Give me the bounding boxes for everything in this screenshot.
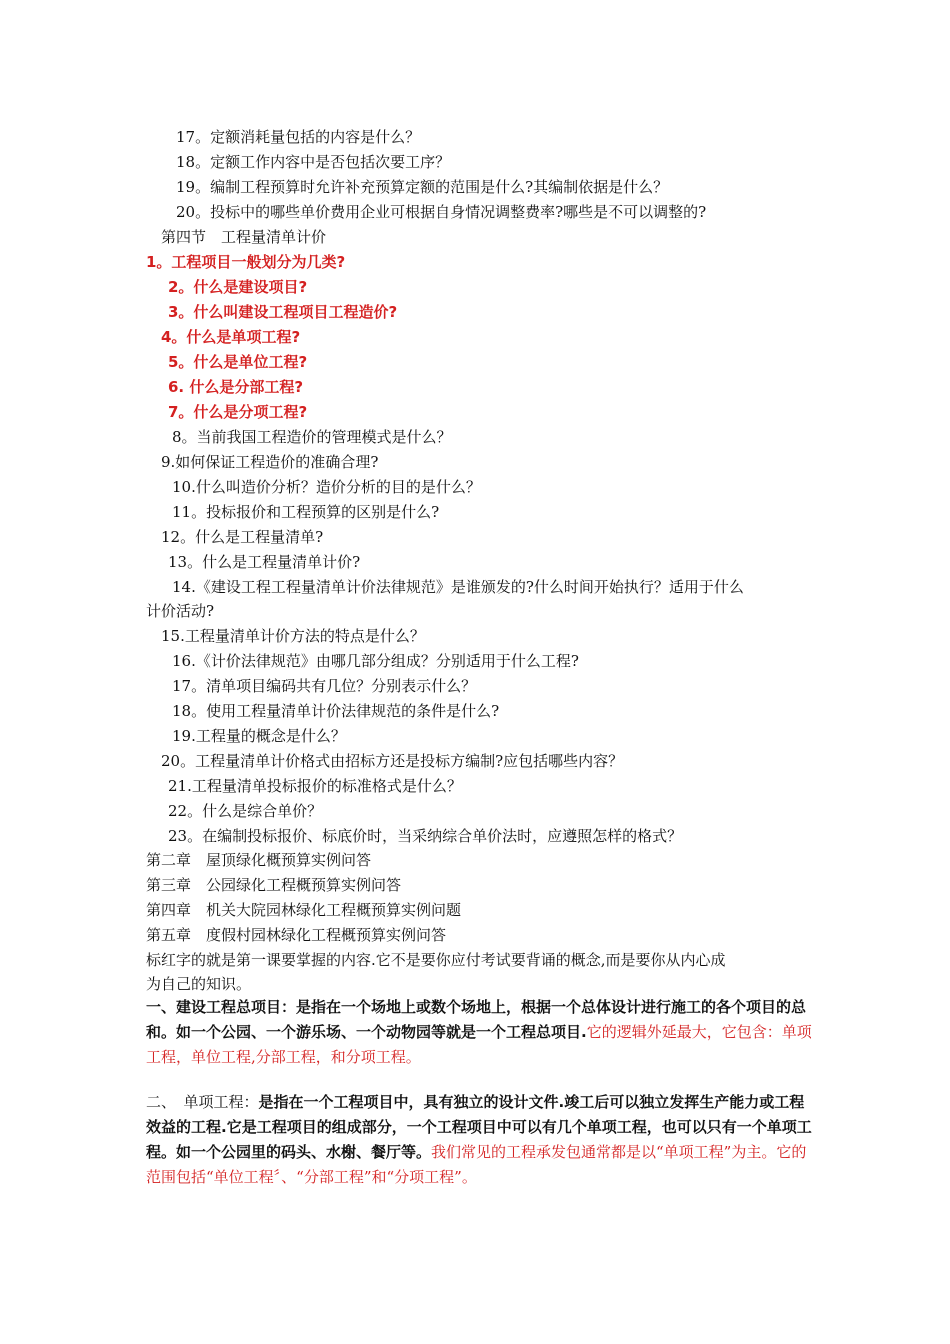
question-item: 11。投标报价和工程预算的区别是什么? bbox=[172, 503, 440, 521]
question-item: 20。工程量清单计价格式由招标方还是投标方编制?应包括哪些内容？ bbox=[161, 752, 624, 770]
key-question: 7。什么是分项工程? bbox=[168, 403, 308, 421]
key-question: 5。什么是单位工程? bbox=[168, 353, 308, 371]
question-item: 22。什么是综合单价？ bbox=[168, 802, 323, 820]
question-item: 18。使用工程量清单计价法律规范的条件是什么? bbox=[172, 702, 500, 720]
definition-paragraph-1 bbox=[146, 995, 818, 1070]
question-item-continued: 计价活动? bbox=[146, 602, 215, 620]
question-item: 10.什么叫造价分析？造价分析的目的是什么？ bbox=[172, 478, 481, 496]
question-item: 18。定额工作内容中是否包括次要工序？ bbox=[176, 153, 451, 171]
question-item: 19.工程量的概念是什么？ bbox=[172, 727, 346, 745]
question-item: 17。定额消耗量包括的内容是什么？ bbox=[176, 128, 421, 146]
key-question: 3。什么叫建设工程项目工程造价? bbox=[168, 303, 398, 321]
key-question: 6. 什么是分部工程? bbox=[168, 378, 304, 396]
key-question: 1。工程项目一般划分为几类? bbox=[146, 253, 346, 271]
question-item: 21.工程量清单投标报价的标准格式是什么？ bbox=[168, 777, 462, 795]
question-item: 15.工程量清单计价方法的特点是什么？ bbox=[161, 627, 425, 645]
question-item: 9.如何保证工程造价的准确合理? bbox=[161, 453, 379, 471]
chapter-heading: 第五章 度假村园林绿化工程概预算实例问答 bbox=[146, 926, 447, 944]
question-item: 8。当前我国工程造价的管理模式是什么？ bbox=[172, 428, 452, 446]
definition-text: 一、建设工程总项目：是指在一个场地上或数个场地上，根据一个总体设计进行施工的各个项目的总和。如一个公园、一个游乐场、一个动物园等就是一个工程总项目. bbox=[146, 998, 807, 1041]
question-item: 16.《计价法律规范》由哪几部分组成？分别适用于什么工程? bbox=[172, 652, 579, 670]
question-item: 20。投标中的哪些单价费用企业可根据自身情况调整费率?哪些是不可以调整的? bbox=[176, 203, 707, 221]
paragraph-number: 二、 单项工程： bbox=[146, 1093, 259, 1111]
question-item: 14.《建设工程工程量清单计价法律规范》是谁颁发的?什么时间开始执行？适用于什么 bbox=[172, 578, 744, 596]
note-text: 为自己的知识。 bbox=[146, 975, 252, 993]
question-item: 13。什么是工程量清单计价? bbox=[168, 553, 361, 571]
question-item: 12。什么是工程量清单? bbox=[161, 528, 324, 546]
key-question: 4。什么是单项工程? bbox=[161, 328, 301, 346]
chapter-heading: 第二章 屋顶绿化概预算实例问答 bbox=[146, 851, 372, 869]
question-item: 19。编制工程预算时允许补充预算定额的范围是什么?其编制依据是什么？ bbox=[176, 178, 669, 196]
question-item: 17。清单项目编码共有几位？分别表示什么？ bbox=[172, 677, 477, 695]
question-item: 23。在编制投标报价、标底价时，当采纳综合单价法时，应遵照怎样的格式？ bbox=[168, 827, 683, 845]
definition-text: 是指在一个工程项目中，具有独立的设计文件.竣工后可以独立发挥生产能力或工程效益的工程.它是工程项目的组成部分，一个工程项目中可以有几个单项工程，也可以只有一个单项工程。如一个公园里的码头、水榭、餐厅等。 bbox=[146, 1093, 812, 1161]
definition-paragraph-2 bbox=[146, 1090, 818, 1190]
key-question: 2。什么是建设项目? bbox=[168, 278, 308, 296]
chapter-heading: 第三章 公园绿化工程概预算实例问答 bbox=[146, 876, 402, 894]
definition-highlight: 它的逻辑外延最大，它包含：单项工程，单位工程,分部工程，和分项工程。 bbox=[146, 1023, 812, 1066]
section-heading: 第四节 工程量清单计价 bbox=[161, 228, 327, 246]
definition-highlight: 我们常见的工程承发包通常都是以“单项工程”为主。它的范围包括“单位工程〞、“分部工程”和“分项工程”。 bbox=[146, 1143, 807, 1186]
note-text: 标红字的就是第一课要掌握的内容.它不是要你应付考试要背诵的概念,而是要你从内心成 bbox=[146, 951, 726, 969]
chapter-heading: 第四章 机关大院园林绿化工程概预算实例问题 bbox=[146, 901, 462, 919]
